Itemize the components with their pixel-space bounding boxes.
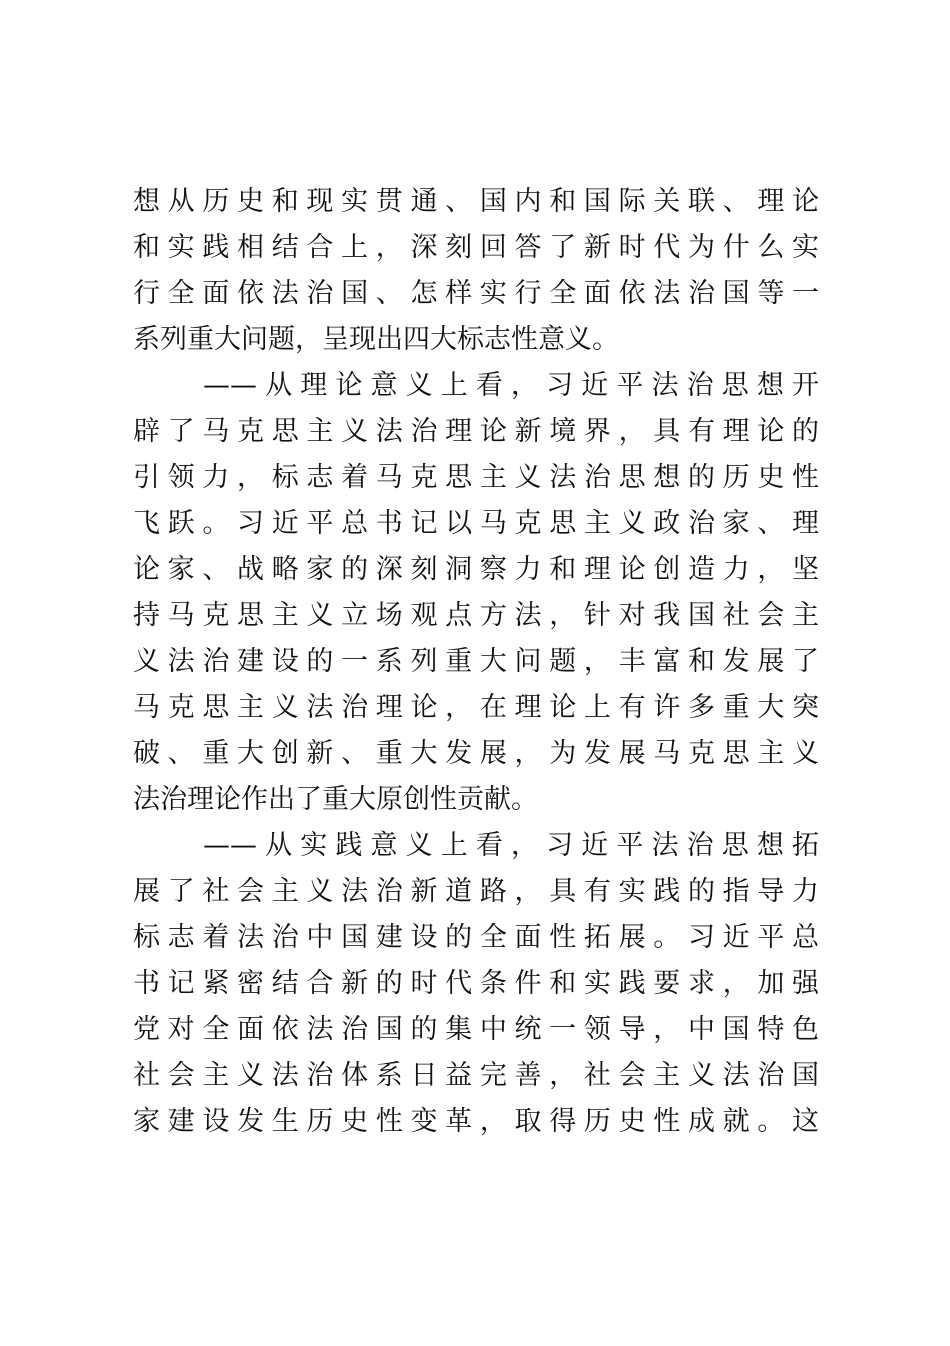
paragraph-start-line: ——从实践意义上看，习近平法治思想拓 (203, 830, 819, 861)
text-line: 引领力，标志着马克思主义法治思想的历史性 (133, 462, 819, 493)
text-line: 义法治建设的一系列重大问题，丰富和发展了 (133, 646, 819, 677)
text-line: 法治理论作出了重大原创性贡献。 (133, 784, 538, 815)
text-line: 持马克思主义立场观点方法，针对我国社会主 (133, 600, 819, 631)
text-line: 马克思主义法治理论，在理论上有许多重大突 (133, 692, 819, 723)
text-line: 和实践相结合上，深刻回答了新时代为什么实 (133, 232, 819, 263)
text-line: 党对全面依法治国的集中统一领导，中国特色 (133, 1014, 819, 1045)
paragraph-start-line: ——从理论意义上看，习近平法治思想开 (203, 370, 819, 401)
text-line: 论家、战略家的深刻洞察力和理论创造力，坚 (133, 554, 819, 585)
text-line: 书记紧密结合新的时代条件和实践要求，加强 (133, 968, 819, 999)
text-line: 想从历史和现实贯通、国内和国际关联、理论 (133, 186, 819, 217)
text-line: 系列重大问题，呈现出四大标志性意义。 (133, 324, 619, 355)
text-line: 社会主义法治体系日益完善，社会主义法治国 (133, 1060, 819, 1091)
text-line: 破、重大创新、重大发展，为发展马克思主义 (133, 738, 819, 769)
text-line: 标志着法治中国建设的全面性拓展。习近平总 (133, 922, 819, 953)
text-line: 展了社会主义法治新道路，具有实践的指导力 (133, 876, 819, 907)
text-line: 飞跃。习近平总书记以马克思主义政治家、理 (133, 508, 819, 539)
text-line: 行全面依法治国、怎样实行全面依法治国等一 (133, 278, 819, 309)
body-text (133, 179, 819, 1145)
text-line: 辟了马克思主义法治理论新境界，具有理论的 (133, 416, 819, 447)
text-line: 家建设发生历史性变革，取得历史性成就。这 (133, 1106, 819, 1137)
